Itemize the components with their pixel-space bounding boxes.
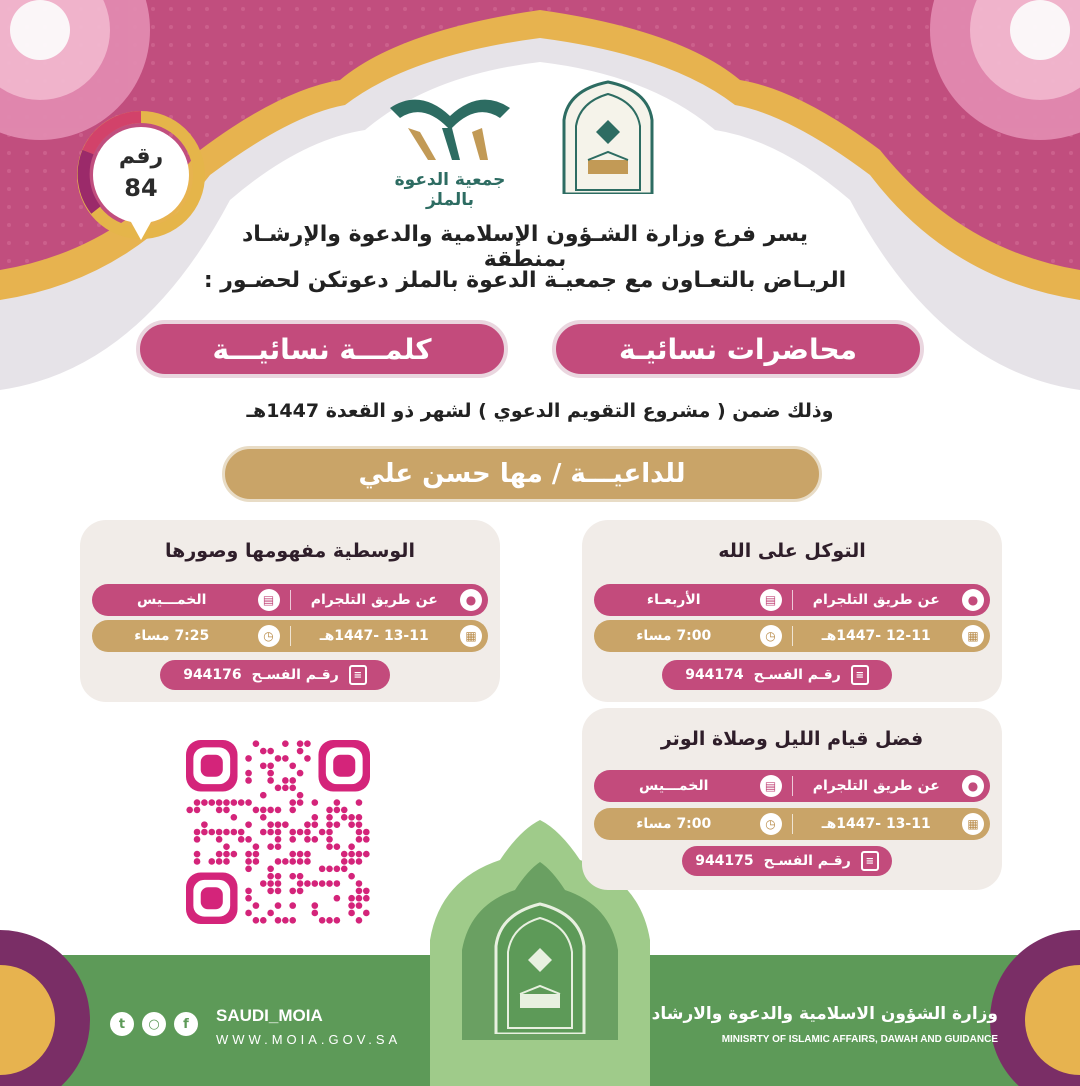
location-icon: ● — [962, 775, 984, 797]
room-icon: ≡ — [349, 665, 367, 685]
location-day-row — [594, 770, 990, 802]
row-divider — [290, 590, 291, 610]
room-icon: ≡ — [861, 851, 879, 871]
lecture-title: فضل قيام الليل وصلاة الوتر — [660, 728, 924, 750]
twitter-icon[interactable]: t — [110, 1012, 134, 1036]
program-pill-lectures — [552, 320, 924, 378]
row-divider — [792, 590, 793, 610]
clock-icon: ◷ — [760, 625, 782, 647]
badge-label: رقم — [118, 144, 164, 169]
intro-line-1: يسر فرع وزارة الشـؤون الإسلامية والدعوة والإرشـاد بمنطقة — [241, 222, 809, 272]
number-badge — [76, 110, 206, 240]
room-label: رقـم الفسـح — [753, 667, 841, 683]
facebook-icon[interactable]: f — [174, 1012, 198, 1036]
social-handle[interactable]: SAUDI_MOIA — [216, 1006, 323, 1025]
program-pill-talk-label: كلمـــة نسائيـــة — [212, 332, 432, 366]
location-day-row — [92, 584, 488, 616]
location-day-row — [594, 584, 990, 616]
calendar-icon: ▤ — [760, 775, 782, 797]
social-links — [110, 1012, 198, 1036]
lecture-title: الوسطية مفهومها وصورها — [165, 540, 415, 562]
date-time-row — [92, 620, 488, 652]
room-number: 944176 — [183, 667, 242, 683]
row-divider — [290, 626, 291, 646]
ministry-name-en: MINISRTY OF ISLAMIC AFFAIRS, DAWAH AND GUIDANCE — [721, 1034, 998, 1045]
ministry-name-ar: وزارة الشؤون الاسلامية والدعوة والارشاد — [651, 1004, 998, 1024]
location-icon: ● — [460, 589, 482, 611]
program-pill-lectures-label: محاضرات نسائيـة — [619, 332, 857, 366]
time-text: 7:00 مساء — [636, 628, 712, 644]
date-text: 13-11 -1447هـ — [319, 628, 429, 644]
speaker-name: للداعيـــة / مها حسن علي — [358, 459, 686, 489]
website-link[interactable]: WWW.MOIA.GOV.SA — [216, 1032, 402, 1047]
speaker-pill — [222, 446, 822, 502]
badge-number: 84 — [124, 174, 158, 202]
location-text: عن طريق التلجرام — [310, 592, 438, 608]
calendar-icon: ▤ — [760, 589, 782, 611]
row-divider — [792, 776, 793, 796]
room-pill — [160, 660, 390, 690]
location-text: عن طريق التلجرام — [812, 778, 940, 794]
program-pill-talk — [136, 320, 508, 378]
row-divider — [792, 814, 793, 834]
clock-icon: ◷ — [258, 625, 280, 647]
lecture-title: التوكل على الله — [718, 540, 866, 562]
lecture-card-2 — [80, 520, 500, 702]
instagram-icon[interactable]: ○ — [142, 1012, 166, 1036]
date-icon: ▦ — [460, 625, 482, 647]
calendar-icon: ▤ — [258, 589, 280, 611]
day-text: الخمـــيس — [639, 778, 709, 794]
partner-logo — [380, 88, 520, 210]
time-text: 7:25 مساء — [134, 628, 210, 644]
ministry-emblem-footer — [492, 902, 588, 1034]
date-text: 12-11 -1447هـ — [821, 628, 931, 644]
room-number: 944175 — [695, 853, 754, 869]
ministry-emblem — [560, 80, 656, 194]
time-text: 7:00 مساء — [636, 816, 712, 832]
partner-logo-caption: جمعية الدعوة بالملز — [394, 170, 506, 210]
lecture-card-3 — [582, 708, 1002, 890]
room-icon: ≡ — [851, 665, 869, 685]
lecture-card-1 — [582, 520, 1002, 702]
room-pill — [662, 660, 892, 690]
date-time-row — [594, 808, 990, 840]
room-pill — [682, 846, 892, 876]
room-label: رقـم الفسـح — [763, 853, 851, 869]
partner-logo-mark — [380, 88, 520, 168]
date-icon: ▦ — [962, 813, 984, 835]
day-text: الخمـــيس — [137, 592, 207, 608]
date-icon: ▦ — [962, 625, 984, 647]
location-icon: ● — [962, 589, 984, 611]
date-text: 13-11 -1447هـ — [821, 816, 931, 832]
room-number: 944174 — [685, 667, 744, 683]
location-text: عن طريق التلجرام — [812, 592, 940, 608]
day-text: الأربعـاء — [646, 592, 701, 608]
room-label: رقـم الفسـح — [251, 667, 339, 683]
date-time-row — [594, 620, 990, 652]
project-line: وذلك ضمن ( مشروع التقويم الدعوي ) لشهر ذو القعدة 1447هـ — [246, 400, 834, 422]
qr-code[interactable] — [186, 740, 370, 924]
intro-line-2: الريـاض بالتعـاون مع جمعيـة الدعوة بالملز دعوتكن لحضـور : — [203, 268, 847, 293]
clock-icon: ◷ — [760, 813, 782, 835]
row-divider — [792, 626, 793, 646]
